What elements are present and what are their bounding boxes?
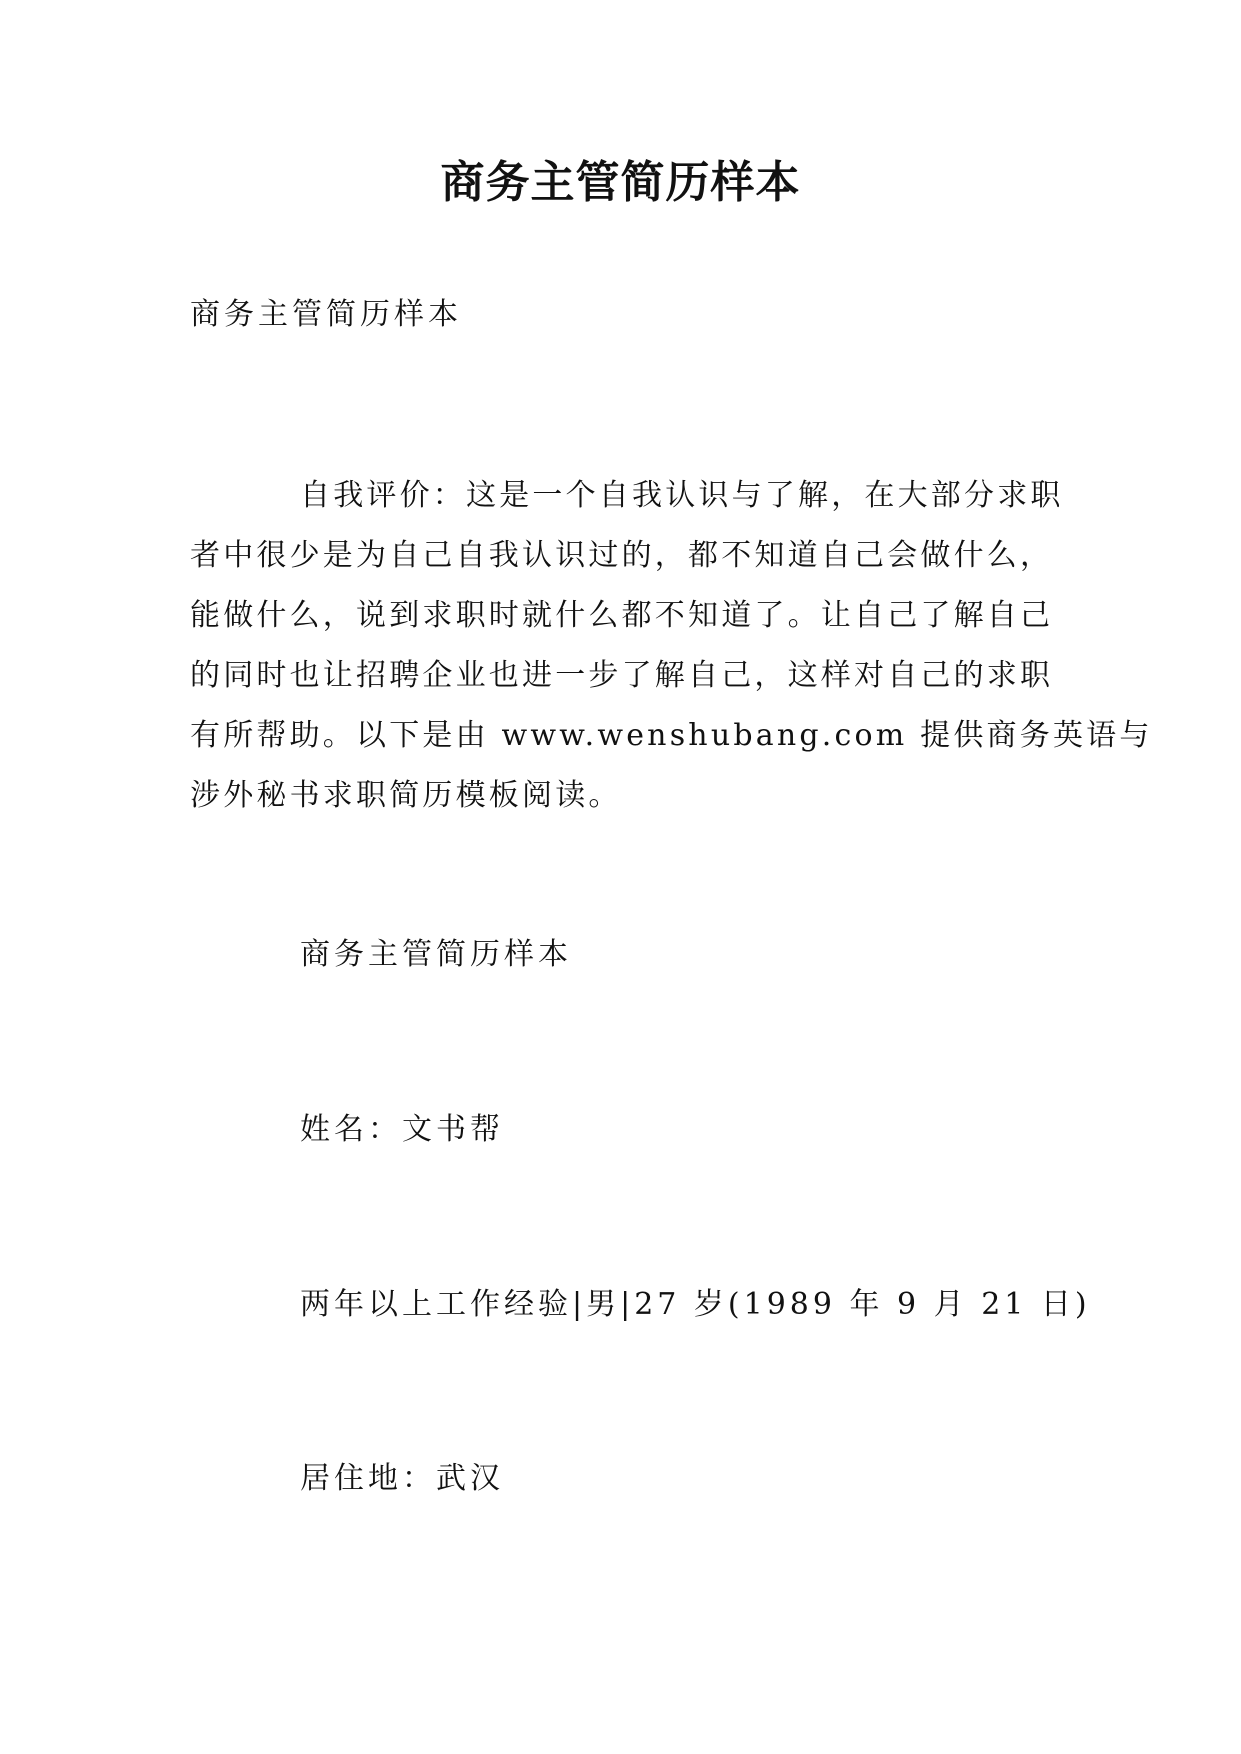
paragraph-line: 有所帮助。以下是由 www.wenshubang.com 提供商务英语与 bbox=[190, 718, 1153, 753]
self-evaluation-paragraph bbox=[190, 466, 1153, 826]
paragraph-line: 的同时也让招聘企业也进一步了解自己，这样对自己的求职 bbox=[190, 658, 1054, 693]
paragraph-line: 涉外秘书求职简历模板阅读。 bbox=[190, 778, 622, 813]
document-title: 商务主管简历样本 bbox=[440, 157, 801, 208]
paragraph-line: 能做什么，说到求职时就什么都不知道了。让自己了解自己 bbox=[190, 598, 1054, 633]
residence-line: 居住地：武汉 bbox=[300, 1461, 504, 1496]
document-subtitle: 商务主管简历样本 bbox=[190, 297, 462, 332]
experience-line: 两年以上工作经验|男|27 岁(1989 年 9 月 21 日) bbox=[300, 1287, 1091, 1322]
name-line: 姓名：文书帮 bbox=[300, 1112, 504, 1147]
section-heading: 商务主管简历样本 bbox=[300, 937, 572, 972]
paragraph-line: 者中很少是为自己自我认识过的，都不知道自己会做什么， bbox=[190, 538, 1054, 573]
paragraph-line: 自我评价：这是一个自我认识与了解，在大部分求职 bbox=[300, 478, 1064, 513]
